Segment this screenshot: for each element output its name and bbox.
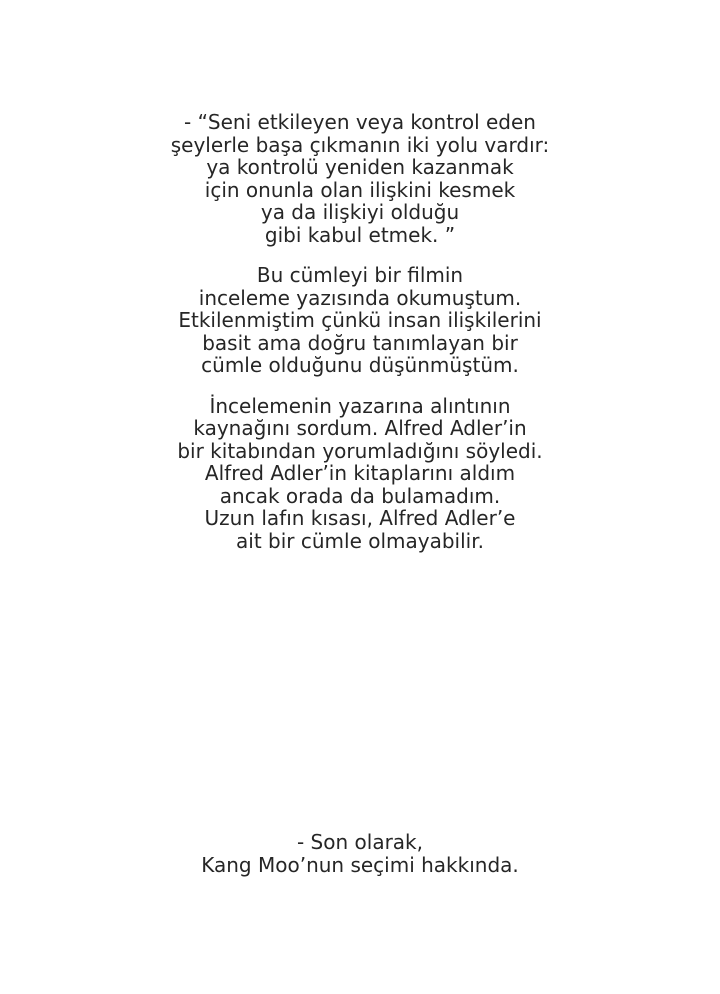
text-line: cümle olduğunu düşünmüştüm. — [201, 353, 519, 377]
text-line: bir kitabından yorumladığını söyledi. — [177, 438, 543, 463]
text-line: için onunla olan ilişkini kesmek — [204, 177, 516, 202]
text-line: ya kontrolü yeniden kazanmak — [206, 155, 514, 179]
text-line: basit ama doğru tanımlayan bir — [202, 330, 518, 355]
adler-paragraph — [0, 395, 720, 553]
text-line: Uzun lafın kısası, Alfred Adler’e — [204, 506, 516, 530]
text-line: gibi kabul etmek. ” — [264, 222, 456, 247]
text-line: İncelemenin yazarına alıntının — [209, 393, 511, 418]
text-line: ait bir cümle olmayabilir. — [236, 528, 484, 553]
text-line: Kang Moo’nun seçimi hakkında. — [201, 852, 519, 877]
text-line: Alfred Adler’in kitaplarını aldım — [204, 461, 516, 485]
text-line: - “Seni etkileyen veya kontrol eden — [184, 110, 536, 134]
film-review-paragraph — [0, 264, 720, 377]
text-line: Etkilenmiştim çünkü insan ilişkilerini — [178, 308, 542, 332]
text-line: ancak orada da bulamadım. — [219, 483, 501, 508]
quote-paragraph — [0, 111, 720, 246]
text-line: - Son olarak, — [296, 830, 423, 854]
text-line: kaynağını sordum. Alfred Adler’in — [193, 416, 527, 440]
text-line: şeylerle başa çıkmanın iki yolu vardır: — [170, 132, 550, 157]
text-line: Bu cümleyi bir filmin — [256, 263, 464, 287]
text-line: ya da ilişkiyi olduğu — [260, 200, 460, 224]
closing-paragraph — [0, 831, 720, 876]
text-line: inceleme yazısında okumuştum. — [198, 285, 522, 310]
